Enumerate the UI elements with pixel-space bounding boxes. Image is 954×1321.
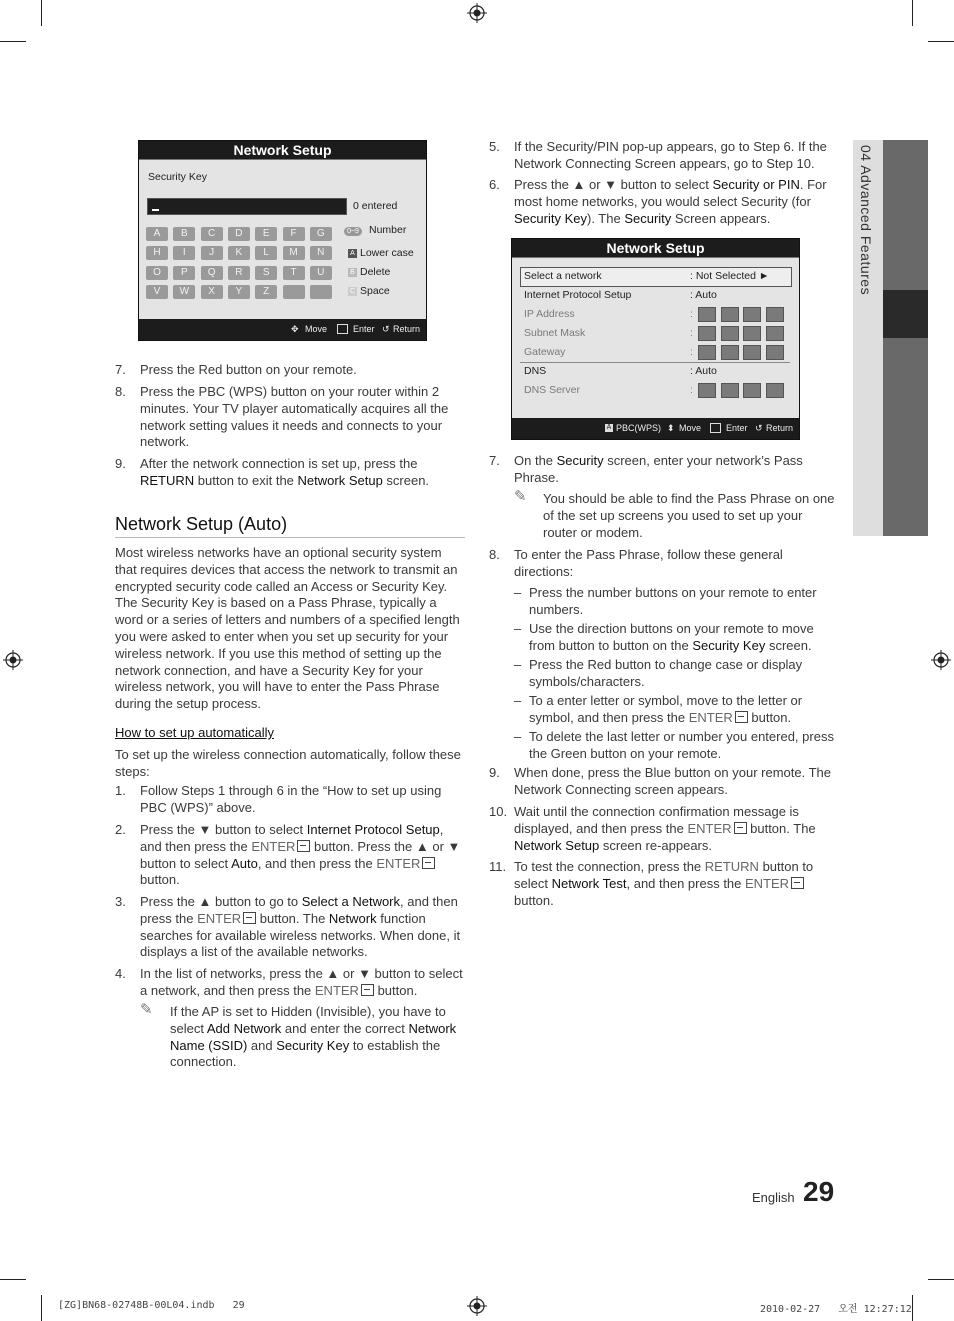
step-text: Wait until the connection confirmation message is displayed, and then press the ENTER button. The Network Setup screen re-appears. — [514, 804, 816, 853]
step-number: 3. — [115, 894, 126, 909]
address-octet-box[interactable] — [721, 383, 739, 398]
enter-hint: Enter — [726, 423, 748, 433]
red-button-icon: A — [606, 424, 612, 431]
address-octet-box[interactable] — [698, 307, 716, 322]
registration-mark-icon — [3, 650, 23, 670]
step-text: Follow Steps 1 through 6 in the “How to set up using PBC (WPS)” above. — [140, 783, 442, 815]
enter-icon — [735, 711, 748, 723]
red-button-icon: A — [348, 249, 357, 258]
row-value: : Auto — [690, 289, 717, 301]
keypad-key[interactable]: Y — [228, 285, 250, 299]
step-number: 6. — [489, 177, 500, 192]
keypad-key[interactable]: S — [255, 266, 277, 280]
crop-mark — [0, 41, 26, 42]
enter-icon — [734, 822, 747, 834]
step-number: 4. — [115, 966, 126, 981]
heading-rule — [115, 537, 465, 538]
keypad-key[interactable]: G — [310, 227, 332, 241]
osd-body — [139, 160, 426, 319]
step-text: Press the ▲ button to go to Select a Network, and then press the ENTER button. The Network function searches for available wireless networks. When done, it displays a list of the available networks. — [140, 894, 461, 960]
direction-text: Press the number buttons on your remote to enter numbers. — [529, 585, 817, 617]
keypad-key[interactable]: K — [228, 246, 250, 260]
enter-hint: Enter — [353, 324, 375, 334]
dash: – — [514, 657, 522, 672]
entered-count: 0 entered — [353, 200, 398, 212]
keypad-key[interactable] — [310, 285, 332, 299]
lower-case-legend: Lower case — [360, 247, 414, 259]
address-octet-box[interactable] — [743, 307, 761, 322]
osd-network-setup-screen — [511, 238, 800, 440]
step-text: To enter the Pass Phrase, follow these general directions: — [514, 547, 783, 579]
direction-text: To a enter letter or symbol, move to the letter or symbol, and then press the ENTER button. — [529, 693, 803, 725]
enter-icon — [337, 324, 348, 334]
keypad-key[interactable]: M — [283, 246, 305, 260]
step-text: To test the connection, press the RETURN button to select Network Test, and then press the ENTER button. — [514, 859, 814, 908]
keypad-key[interactable]: R — [228, 266, 250, 280]
subheading: How to set up automatically — [115, 725, 274, 740]
registration-mark-icon — [931, 650, 951, 670]
return-hint: Return — [393, 324, 421, 334]
step-number: 9. — [489, 765, 500, 780]
step-text: If the Security/PIN pop-up appears, go to Step 6. If the Network Connecting Screen appears, go to Step 10. — [514, 139, 827, 171]
keypad-key[interactable]: A — [146, 227, 168, 241]
move-hint: Move — [679, 423, 702, 433]
step-text: Press the ▼ button to select Internet Protocol Setup, and then press the ENTER button. Press the ▲ or ▼ button to select Auto, and then press the ENTER button. — [140, 822, 461, 888]
yellow-button-icon: C — [349, 288, 356, 295]
pbc-hint: PBC(WPS) — [616, 423, 661, 433]
keypad-key[interactable]: B — [173, 227, 195, 241]
registration-mark-icon — [467, 1296, 487, 1316]
section-heading: Network Setup (Auto) — [115, 514, 288, 534]
row-value: : — [690, 327, 693, 339]
enter-icon — [297, 840, 310, 852]
crop-mark — [912, 0, 913, 26]
crop-mark — [928, 41, 954, 42]
return-icon: ↺ — [755, 423, 763, 433]
address-octet-box[interactable] — [766, 383, 784, 398]
keypad-key[interactable]: L — [255, 246, 277, 260]
subintro-paragraph: To set up the wireless connection automatically, follow these steps: — [115, 747, 461, 779]
keypad-key[interactable]: T — [283, 266, 305, 280]
security-key-input[interactable] — [147, 198, 347, 215]
address-octet-box[interactable] — [721, 326, 739, 341]
return-hint: Return — [766, 423, 794, 433]
row-label: Gateway — [524, 346, 566, 358]
step-text: After the network connection is set up, press the RETURN button to exit the Network Setup screen. — [140, 456, 430, 488]
side-tab-dark — [883, 140, 928, 536]
footer-language: English — [752, 1190, 795, 1205]
osd-footer — [139, 319, 426, 340]
step-text: When done, press the Blue button on your remote. The Network Connecting screen appears. — [514, 765, 832, 797]
direction-text: Press the Red button to change case or display symbols/characters. — [529, 657, 803, 689]
enter-icon — [422, 857, 435, 869]
address-octet-box[interactable] — [698, 345, 716, 360]
step-number: 1. — [115, 783, 126, 798]
osd-title: Network Setup — [512, 239, 799, 258]
keypad-key[interactable] — [283, 285, 305, 299]
crop-mark — [41, 0, 42, 26]
chapter-tab-label: 04 Advanced Features — [858, 145, 874, 296]
step-text: On the Security screen, enter your network’s Pass Phrase. — [514, 453, 803, 485]
row-value: : — [690, 346, 693, 358]
crop-mark — [928, 1279, 954, 1280]
page-number: 29 — [803, 1176, 835, 1207]
number-legend: Number — [369, 224, 407, 236]
keypad-key[interactable]: H — [146, 246, 168, 260]
step-number: 9. — [115, 456, 126, 471]
green-button-icon: B — [348, 268, 357, 277]
step-text: Press the PBC (WPS) button on your router within 2 minutes. Your TV player automatically acquires all the network setting values it needs and connects to your network. — [140, 384, 449, 450]
note-pencil-icon: ✎ — [140, 1001, 153, 1018]
row-value: : Not Selected ► — [690, 270, 770, 282]
row-label: DNS Server — [524, 384, 581, 396]
row-label: IP Address — [524, 308, 575, 320]
step-text: Press the Red button on your remote. — [140, 362, 357, 377]
keypad-key[interactable]: Z — [255, 285, 277, 299]
row-label: DNS — [524, 365, 547, 377]
dash: – — [514, 585, 522, 600]
address-octet-box[interactable] — [698, 383, 716, 398]
osd-title: Network Setup — [139, 141, 426, 160]
address-octet-box[interactable] — [743, 326, 761, 341]
dash: – — [514, 693, 522, 708]
print-file-info: [ZG]BN68-02748B-00L04.indb 29 — [58, 1300, 245, 1311]
keypad-key[interactable]: U — [310, 266, 332, 280]
keypad-key[interactable]: V — [146, 285, 168, 299]
osd-footer — [512, 418, 799, 439]
step-number: 7. — [115, 362, 126, 377]
note-text: If the AP is set to Hidden (Invisible), you have to select Add Network and enter the correct Network Name (SSID) and Security Key to establish the connection. — [170, 1004, 457, 1070]
address-octet-box[interactable] — [766, 307, 784, 322]
keypad-key[interactable]: F — [283, 227, 305, 241]
print-date-info: 2010-02-27 오전 12:27:12 — [760, 1304, 912, 1315]
dash: – — [514, 729, 522, 744]
row-label: Internet Protocol Setup — [524, 289, 632, 301]
keypad-key[interactable]: N — [310, 246, 332, 260]
enter-icon — [243, 912, 256, 924]
note-text: You should be able to find the Pass Phrase on one of the set up screens you used to set up your router or modem. — [543, 491, 835, 540]
intro-paragraph: Most wireless networks have an optional security system that requires devices that access the network to transmit an encrypted security code called an Access or Security Key. The Security Key is based on a Pass Phrase, typically a word or a series of letters and numbers of a specified length you were asked to enter when you set up security for your wireless network. If you use this method of setting up the network connection, and have a Security Key for your wireless network, you will have to enter the Pass Phrase during the setup process. — [115, 545, 460, 712]
step-number: 8. — [115, 384, 126, 399]
direction-text: To delete the last letter or number you entered, press the Green button on your remote. — [529, 729, 834, 761]
step-number: 7. — [489, 453, 500, 468]
keypad-key[interactable]: X — [201, 285, 223, 299]
step-number: 11. — [489, 859, 507, 874]
space-legend: Space — [360, 285, 390, 297]
dash: – — [514, 621, 522, 636]
step-number: 8. — [489, 547, 500, 562]
row-label: Select a network — [524, 270, 602, 282]
security-key-label: Security Key — [148, 171, 207, 183]
step-number: 10. — [489, 804, 508, 819]
side-tab-marker — [883, 290, 928, 338]
move-icon: ✥ — [291, 324, 299, 334]
row-value: : Auto — [690, 365, 717, 377]
enter-icon — [361, 984, 374, 996]
address-octet-box[interactable] — [766, 326, 784, 341]
osd-security-key-screen — [138, 140, 427, 341]
keypad-key[interactable]: E — [255, 227, 277, 241]
crop-mark — [0, 1279, 26, 1280]
step-text: Press the ▲ or ▼ button to select Security or PIN. For most home networks, you would select Security (for Security Key). The Security Screen appears. — [514, 177, 827, 226]
row-value: : — [690, 384, 693, 396]
address-octet-box[interactable] — [698, 326, 716, 341]
enter-icon — [791, 877, 804, 889]
keypad-key[interactable]: O — [146, 266, 168, 280]
address-octet-box[interactable] — [743, 345, 761, 360]
step-number: 2. — [115, 822, 126, 837]
keypad-key[interactable]: D — [228, 227, 250, 241]
keypad-key[interactable]: C — [201, 227, 223, 241]
keypad-key[interactable]: P — [173, 266, 195, 280]
move-hint: Move — [305, 324, 328, 334]
address-octet-box[interactable] — [766, 345, 784, 360]
enter-icon — [710, 423, 721, 433]
registration-mark-icon — [467, 3, 487, 23]
address-octet-box[interactable] — [721, 307, 739, 322]
delete-legend: Delete — [360, 266, 391, 278]
step-number: 5. — [489, 139, 500, 154]
step-text: In the list of networks, press the ▲ or ▼ button to select a network, and then press the ENTER button. — [140, 966, 463, 998]
address-octet-box[interactable] — [743, 383, 761, 398]
move-icon: ⬍ — [667, 423, 675, 433]
address-octet-box[interactable] — [721, 345, 739, 360]
number-key-badge: 0~9 — [344, 227, 362, 236]
osd-body — [512, 258, 799, 418]
keypad-key[interactable]: W — [173, 285, 195, 299]
row-label: Subnet Mask — [524, 327, 586, 339]
divider — [520, 362, 790, 363]
keypad-key[interactable]: Q — [201, 266, 223, 280]
cursor — [152, 209, 159, 211]
crop-mark — [912, 1295, 913, 1321]
crop-mark — [41, 1295, 42, 1321]
keypad-key[interactable]: J — [201, 246, 223, 260]
return-icon: ↺ — [382, 324, 390, 334]
row-value: : — [690, 308, 693, 320]
direction-text: Use the direction buttons on your remote to move from button to button on the Security Key screen. — [529, 621, 814, 653]
keypad-key[interactable]: I — [173, 246, 195, 260]
note-pencil-icon: ✎ — [514, 488, 527, 505]
